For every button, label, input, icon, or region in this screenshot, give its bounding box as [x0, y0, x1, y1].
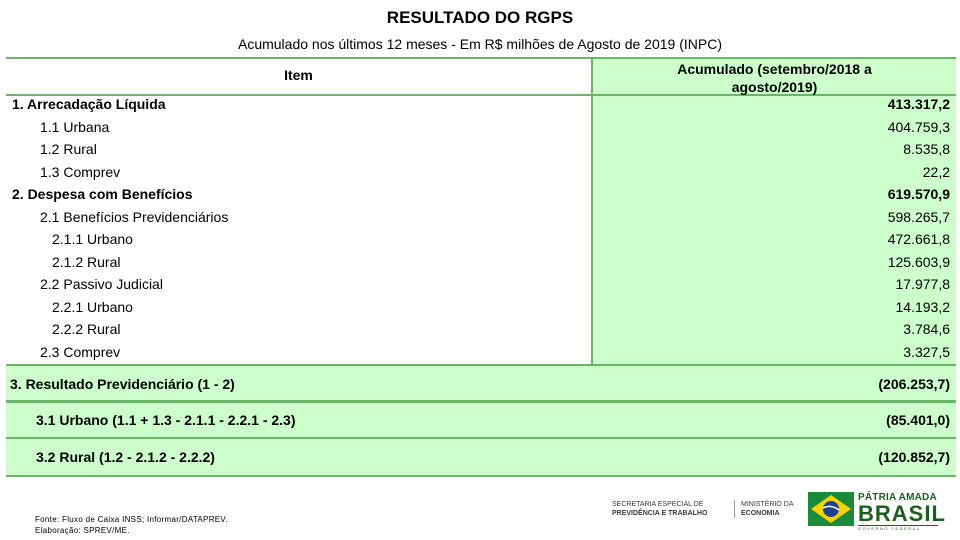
header-value-line2: agosto/2019) — [731, 79, 818, 95]
row-label: 2.2.2 Rural — [52, 321, 121, 337]
band-value: (85.401,0) — [886, 412, 950, 428]
ministerio-logo — [734, 500, 794, 518]
ministerio-line2: ECONOMIA — [741, 510, 780, 517]
row-label: 2.3 Comprev — [40, 343, 121, 360]
table-row — [6, 321, 956, 343]
band-label: 3. Resultado Previdenciário (1 - 2) — [10, 376, 235, 392]
secretaria-logo — [612, 500, 707, 518]
secretaria-line2: PREVIDÊNCIA E TRABALHO — [612, 510, 708, 517]
band-label: 3.2 Rural (1.2 - 2.1.2 - 2.2.2) — [36, 449, 215, 465]
table-row — [6, 96, 956, 118]
row-value: 17.977,8 — [895, 276, 950, 292]
logo-governo-federal: GOVERNO FEDERAL — [858, 525, 938, 531]
row-label: 1.2 Rural — [40, 141, 97, 157]
band-urbano — [6, 400, 956, 440]
band-rural — [6, 437, 956, 477]
row-value: 472.661,8 — [887, 231, 950, 247]
row-label: 2.2.1 Urbano — [52, 298, 133, 315]
row-label: 1.1 Urbana — [40, 118, 110, 135]
table-row — [6, 186, 956, 208]
band-value: (120.852,7) — [878, 449, 950, 465]
row-value: 413.317,2 — [887, 96, 950, 112]
row-value: 22,2 — [922, 163, 950, 180]
row-value: 619.570,9 — [887, 186, 950, 202]
footer-logos — [612, 492, 947, 532]
ministerio-line1: MINISTÉRIO DA — [741, 501, 794, 508]
table-row — [6, 141, 956, 163]
band-result — [6, 364, 956, 402]
logo-patria-amada: PÁTRIA AMADA — [858, 492, 937, 503]
row-label: 2. Despesa com Benefícios — [12, 186, 193, 202]
table-row — [6, 254, 956, 276]
secretaria-line1: SECRETARIA ESPECIAL DE — [612, 501, 704, 508]
band-value: (206.253,7) — [878, 376, 950, 392]
row-value: 125.603,9 — [887, 253, 950, 270]
row-value: 3.327,5 — [903, 343, 950, 360]
row-value: 3.784,6 — [903, 321, 950, 337]
brazil-flag-icon — [808, 492, 854, 526]
page-title: RESULTADO DO RGPS — [386, 8, 574, 27]
row-value: 14.193,2 — [895, 298, 950, 315]
row-value: 598.265,7 — [887, 208, 950, 225]
footnote-prepared: Elaboração: SPREV/ME. — [35, 526, 130, 535]
row-label: 2.1 Benefícios Previdenciários — [40, 208, 229, 225]
row-value: 8.535,8 — [903, 141, 950, 157]
table-row — [6, 276, 956, 298]
table-top-border — [6, 57, 956, 59]
row-label: 1. Arrecadação Líquida — [12, 96, 166, 112]
table-row — [6, 344, 956, 366]
row-value: 404.759,3 — [887, 118, 950, 135]
header-value-line1: Acumulado (setembro/2018 a — [677, 61, 872, 77]
header-item: Item — [284, 67, 313, 83]
table-row — [6, 231, 956, 253]
logo-brasil: BRASIL — [858, 501, 946, 526]
table-row — [6, 164, 956, 186]
results-table — [6, 57, 956, 475]
page-subtitle: Acumulado nos últimos 12 meses - Em R$ milhões de Agosto de 2019 (INPC) — [237, 36, 722, 52]
row-label: 1.3 Comprev — [40, 163, 121, 180]
table-row — [6, 209, 956, 231]
row-label: 2.1.1 Urbano — [52, 231, 133, 247]
footnote-source: Fonte: Fluxo de Caixa INSS; Informar/DATAPREV. — [35, 515, 228, 524]
table-row — [6, 119, 956, 141]
row-label: 2.1.2 Rural — [52, 253, 121, 270]
row-label: 2.2 Passivo Judicial — [40, 276, 163, 292]
table-row — [6, 299, 956, 321]
band-label: 3.1 Urbano (1.1 + 1.3 - 2.1.1 - 2.2.1 - 2.3) — [36, 412, 296, 428]
header-value — [593, 60, 956, 96]
patria-amada-brasil-logo — [858, 492, 946, 531]
